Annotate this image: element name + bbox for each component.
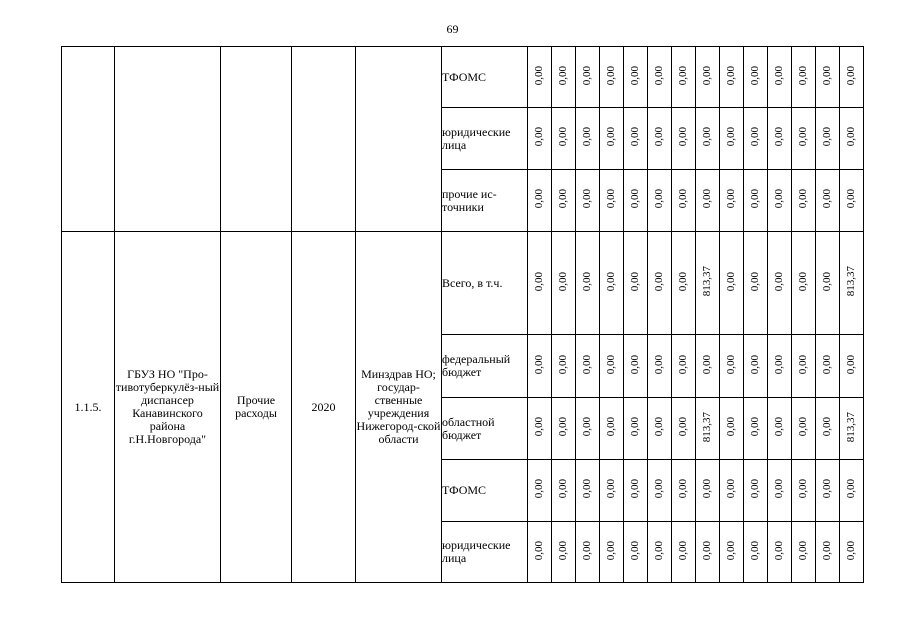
value-cell: 0,00	[797, 354, 809, 375]
funding-source: ТФОМС	[442, 47, 528, 108]
value-cell: 0,00	[845, 189, 857, 209]
value-cell: 0,00	[581, 65, 593, 86]
value-cell: 0,00	[749, 540, 761, 561]
value-cell: 0,00	[725, 271, 737, 292]
value-cell: 0,00	[581, 271, 593, 292]
value-cell: 0,00	[749, 271, 761, 292]
top-executor-cell	[356, 47, 442, 232]
funding-source: областной бюджет	[442, 398, 528, 460]
value-cell: 0,00	[605, 189, 617, 209]
value-cell: 0,00	[677, 65, 689, 86]
funding-source: юридические лица	[442, 522, 528, 583]
funding-source: юридические лица	[442, 108, 528, 170]
value-cell: 0,00	[821, 354, 833, 375]
value-cell: 0,00	[605, 271, 617, 292]
value-cell: 0,00	[533, 540, 545, 561]
value-cell: 0,00	[797, 417, 809, 437]
value-cell: 0,00	[821, 271, 833, 292]
value-cell: 813,37	[845, 411, 857, 443]
value-cell: 0,00	[653, 271, 665, 292]
value-cell: 0,00	[725, 417, 737, 437]
value-cell: 0,00	[533, 65, 545, 86]
value-cell: 0,00	[557, 271, 569, 292]
value-cell: 0,00	[677, 189, 689, 209]
value-cell: 0,00	[773, 65, 785, 86]
entry-number: 1.1.5.	[62, 232, 115, 583]
value-cell: 0,00	[773, 354, 785, 375]
value-cell: 0,00	[557, 354, 569, 375]
value-cell: 0,00	[533, 479, 545, 499]
value-cell: 0,00	[701, 127, 713, 147]
value-cell: 0,00	[701, 540, 713, 561]
value-cell: 0,00	[797, 127, 809, 147]
value-cell: 0,00	[653, 65, 665, 86]
value-cell: 0,00	[749, 127, 761, 147]
value-cell: 0,00	[533, 417, 545, 437]
value-cell: 0,00	[653, 354, 665, 375]
value-cell: 0,00	[797, 271, 809, 292]
value-cell: 0,00	[797, 189, 809, 209]
value-cell: 0,00	[605, 540, 617, 561]
value-cell: 0,00	[533, 354, 545, 375]
value-cell: 0,00	[605, 479, 617, 499]
value-cell: 0,00	[749, 479, 761, 499]
value-cell: 0,00	[533, 189, 545, 209]
value-cell: 0,00	[557, 127, 569, 147]
value-cell: 0,00	[653, 127, 665, 147]
value-cell: 0,00	[557, 540, 569, 561]
entry-name: ГБУЗ НО "Про-тивотуберкулёз-ный диспансер Канавинского района г.Н.Новгорода"	[115, 232, 221, 583]
value-cell: 0,00	[533, 127, 545, 147]
value-cell: 0,00	[749, 65, 761, 86]
value-cell: 0,00	[629, 189, 641, 209]
entry-executor: Минздрав НО; государ-ственные учреждения Нижегород-ской области	[356, 232, 442, 583]
entry-expense-type: Прочие расходы	[221, 232, 292, 583]
value-cell: 0,00	[653, 417, 665, 437]
value-cell: 0,00	[605, 65, 617, 86]
value-cell: 0,00	[605, 354, 617, 375]
value-cell: 0,00	[821, 189, 833, 209]
value-cell: 0,00	[845, 354, 857, 375]
value-cell: 0,00	[533, 271, 545, 292]
value-cell: 0,00	[677, 271, 689, 292]
entry-row-total	[62, 232, 864, 335]
funding-source: ТФОМС	[442, 460, 528, 522]
value-cell: 0,00	[749, 189, 761, 209]
top-expense-cell	[221, 47, 292, 232]
value-cell: 0,00	[701, 354, 713, 375]
value-cell: 0,00	[749, 354, 761, 375]
value-cell: 0,00	[677, 354, 689, 375]
top-name-cell	[115, 47, 221, 232]
value-cell: 0,00	[821, 417, 833, 437]
value-cell: 0,00	[797, 65, 809, 86]
value-cell: 0,00	[677, 127, 689, 147]
value-cell: 0,00	[677, 479, 689, 499]
top-number-cell	[62, 47, 115, 232]
value-cell: 0,00	[701, 479, 713, 499]
value-cell: 0,00	[773, 540, 785, 561]
value-cell: 0,00	[821, 479, 833, 499]
value-cell: 0,00	[845, 65, 857, 86]
value-cell: 0,00	[629, 127, 641, 147]
value-cell: 0,00	[773, 417, 785, 437]
value-cell: 0,00	[725, 65, 737, 86]
value-cell: 0,00	[557, 65, 569, 86]
value-cell: 0,00	[629, 479, 641, 499]
value-cell: 0,00	[701, 65, 713, 86]
value-cell: 0,00	[725, 354, 737, 375]
top-year-cell	[292, 47, 356, 232]
value-cell: 0,00	[725, 540, 737, 561]
value-cell: 0,00	[821, 540, 833, 561]
value-cell: 0,00	[773, 189, 785, 209]
value-cell: 0,00	[821, 65, 833, 86]
value-cell: 0,00	[581, 354, 593, 375]
value-cell: 0,00	[773, 127, 785, 147]
top-row-tfoms	[62, 47, 864, 108]
value-cell: 0,00	[677, 417, 689, 437]
value-cell: 0,00	[845, 479, 857, 499]
value-cell: 0,00	[653, 189, 665, 209]
value-cell: 0,00	[725, 127, 737, 147]
value-cell: 0,00	[557, 189, 569, 209]
value-cell: 0,00	[557, 417, 569, 437]
value-cell: 0,00	[845, 127, 857, 147]
funding-source: прочие ис-точники	[442, 170, 528, 232]
value-cell: 0,00	[821, 127, 833, 147]
value-cell: 0,00	[581, 417, 593, 437]
value-cell: 0,00	[653, 540, 665, 561]
budget-table	[61, 46, 864, 583]
value-cell: 0,00	[605, 127, 617, 147]
value-cell: 0,00	[581, 479, 593, 499]
value-cell: 0,00	[773, 479, 785, 499]
value-cell: 0,00	[701, 189, 713, 209]
value-cell: 0,00	[581, 540, 593, 561]
funding-source: федеральный бюджет	[442, 335, 528, 398]
value-cell: 0,00	[581, 127, 593, 147]
value-cell: 0,00	[557, 479, 569, 499]
value-cell: 0,00	[653, 479, 665, 499]
value-cell: 0,00	[773, 271, 785, 292]
page-number: 69	[446, 22, 459, 36]
value-cell: 0,00	[629, 417, 641, 437]
value-cell: 0,00	[797, 479, 809, 499]
value-cell: 0,00	[845, 540, 857, 561]
value-cell: 0,00	[725, 189, 737, 209]
value-cell: 813,37	[701, 411, 713, 443]
value-cell: 0,00	[629, 540, 641, 561]
value-cell: 0,00	[629, 354, 641, 375]
value-cell: 0,00	[581, 189, 593, 209]
value-cell: 0,00	[797, 540, 809, 561]
value-cell: 0,00	[725, 479, 737, 499]
funding-source: Всего, в т.ч.	[442, 232, 528, 335]
value-cell: 0,00	[605, 417, 617, 437]
value-cell: 813,37	[701, 266, 713, 297]
value-cell: 0,00	[677, 540, 689, 561]
value-cell: 0,00	[629, 271, 641, 292]
value-cell: 813,37	[845, 266, 857, 297]
value-cell: 0,00	[749, 417, 761, 437]
value-cell: 0,00	[629, 65, 641, 86]
entry-year: 2020	[292, 232, 356, 583]
